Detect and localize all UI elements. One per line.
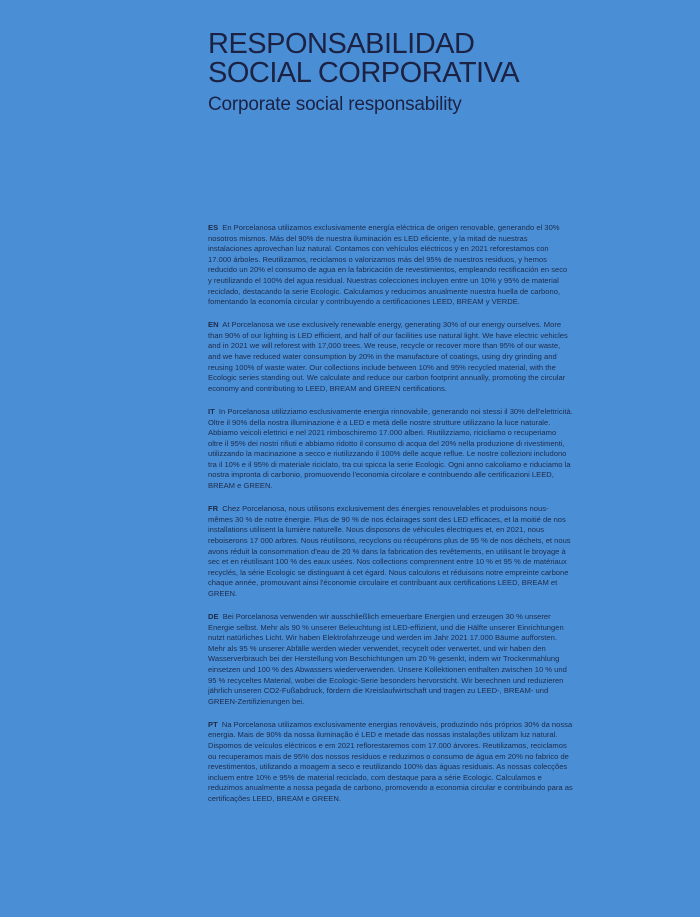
paragraph-text: Na Porcelanosa utilizamos exclusivamente energias renováveis, produzindo nós próprios 30% da nossa energia. Mais de 90% da nossa iluminação é LED e metade das nossas instalações utilizam luz natural. Dispomos de veículos eléctricos e em 2021 reflorestaremos com 17.000 árvores. Reutilizamos, reciclamos ou recuperamos mais de 95% dos nossos resíduos e reduzimos o consumo de água em 20% no fabrico de revestimentos, utilizando a moagem a seco e reutilizando 100% das águas residuais. As nossas colecções incluem entre 10% e 95% de material reciclado, com destaque para a série Ecologic. Calculamos e reduzimos anualmente a nossa pegada de carbono, promovendo a economia circular e contribuindo para as certificações LEED, BREAM e GREEN.	[208, 719, 573, 803]
paragraph-text: In Porcelanosa utilizziamo esclusivamente energia rinnovabile, generando noi stessi il 30% dell'elettricità. Oltre il 90% della nostra illuminazione è a LED e metà delle nostre strutture utilizzano la luce naturale. Abbiamo veicoli elettrici e nel 2021 rimboschiremo 17.000 alberi. Riutilizziamo, ricicliamo o recuperiamo oltre il 95% dei nostri rifiuti e abbiamo ridotto il consumo di acqua del 20% nella produzione di rivestimenti, utilizzando la macinazione a secco e riutilizzando il 100% delle acque reflue. Le nostre collezioni includono tra il 10% e il 95% di materiale riciclato, tra cui spicca la serie Ecologic. Ogni anno calcoliamo e riduciamo la nostra impronta di carbonio, promuovendo l'economia circolare e contribuendo alle certificazioni LEED, BREAM e GREEN.	[208, 406, 573, 491]
paragraph-text: Bei Porcelanosa verwenden wir ausschließlich erneuerbare Energien und erzeugen 30 % unserer Energie selbst. Mehr als 90 % unserer Beleuchtung ist LED-effizient, und die Hälfte unserer Einrichtungen nutzt natürliches Licht. Wir haben Elektrofahrzeuge und werden im Jahr 2021 17.000 Bäume aufforsten. Mehr als 95 % unserer Abfälle werden wieder verwendet, recycelt oder verwertet, und wir haben den Wasserverbrauch bei der Herstellung von Beschichtungen um 20 % gesenkt, indem wir Trockenmahlung einsetzen und 100 % des Abwassers wiederverwenden. Unsere Kollektionen enthalten zwischen 10 % und 95 % recyceltes Material, wobei die Ecologic-Serie besonders hervorsticht. Wir berechnen und reduzieren jährlich unseren CO2-Fußabdruck, fördern die Kreislaufwirtschaft und tragen zu LEED-, BREAM- und GREEN-Zertifizierungen bei.	[208, 612, 567, 706]
page-title-line-2: SOCIAL CORPORATIVA	[208, 57, 520, 89]
language-code: ES	[208, 223, 219, 232]
language-code: IT	[208, 406, 215, 416]
paragraph-text: At Porcelanosa we use exclusively renewable energy, generating 30% of our energy ourselves. More than 90% of our lighting is LED efficient, and half of our facilities use natural light. We have electric vehicles and in 2021 we will reforest with 17,000 trees. We reuse, recycle or recover more than 95% of our waste, and we have reduced water consumption by 20% in the manufacture of coatings, using dry grinding and reusing 100% of waste water. Our collections include between 10% and 95% recycled material, with the Ecologic series standing out. We calculate and reduce our carbon footprint annually, promoting the circular economy and contributing to LEED, BREAM and GREEN certifications.	[208, 320, 568, 393]
paragraph-fr	[208, 504, 573, 599]
paragraph-text: Chez Porcelanosa, nous utilisons exclusivement des énergies renouvelables et produisons nous-mêmes 30 % de notre énergie. Plus de 90 % de nos éclairages sont des LED efficaces, et la moitié de nos installations utilisent la lumière naturelle. Nous disposons de véhicules électriques et, en 2021, nous reboiserons 17 000 arbres. Nous réutilisons, recyclons ou récupérons plus de 95 % de nos déchets, et nous avons réduit la consommation d'eau de 20 % dans la fabrication des revêtements, en utilisant le broyage à sec et en réutilisant 100 % des eaux usées. Nos collections comprennent entre 10 % et 95 % de matériaux recyclés, la série Ecologic se distinguant à cet égard. Nous calculons et réduisons notre empreinte carbone chaque année, promouvant ainsi l'économie circulaire et contribuant aux certifications LEED, BREAM et GREEN.	[208, 504, 571, 598]
page-title-line-1: RESPONSABILIDAD	[208, 28, 475, 60]
paragraph-text: En Porcelanosa utilizamos exclusivamente energía eléctrica de origen renovable, generando el 30% nosotros mismos. Más del 90% de nuestra iluminación es LED eficiente, y la mitad de nuestras instalaciones aprovechan luz natural. Contamos con vehículos eléctricos y en 2021 reforestamos con 17.000 árboles. Reutilizamos, reciclamos o valorizamos más del 95% de nuestros residuos, y hemos reducido un 20% el consumo de agua en la fabricación de revestimientos, empleando rectificación en seco y reutilizando el 100% del agua residual. Nuestras colecciones incluyen entre un 10% y 95% de material reciclado, destacando la serie Ecologic. Calculamos y reducimos anualmente nuestra huella de carbono, fomentando la economía circular y contribuyendo a certificaciones LEED, BREAM y VERDE.	[208, 223, 568, 307]
language-code: PT	[208, 719, 218, 729]
paragraph-pt	[208, 720, 573, 805]
paragraph-en	[208, 320, 573, 394]
title-block	[208, 30, 678, 116]
language-code: FR	[208, 504, 219, 514]
language-code: DE	[208, 612, 219, 621]
paragraph-es	[208, 223, 573, 308]
page-subtitle: Corporate social responsability	[208, 94, 462, 115]
language-code: EN	[208, 320, 219, 330]
multilingual-body	[208, 223, 573, 817]
paragraph-it	[208, 407, 573, 492]
paragraph-de	[208, 612, 573, 707]
